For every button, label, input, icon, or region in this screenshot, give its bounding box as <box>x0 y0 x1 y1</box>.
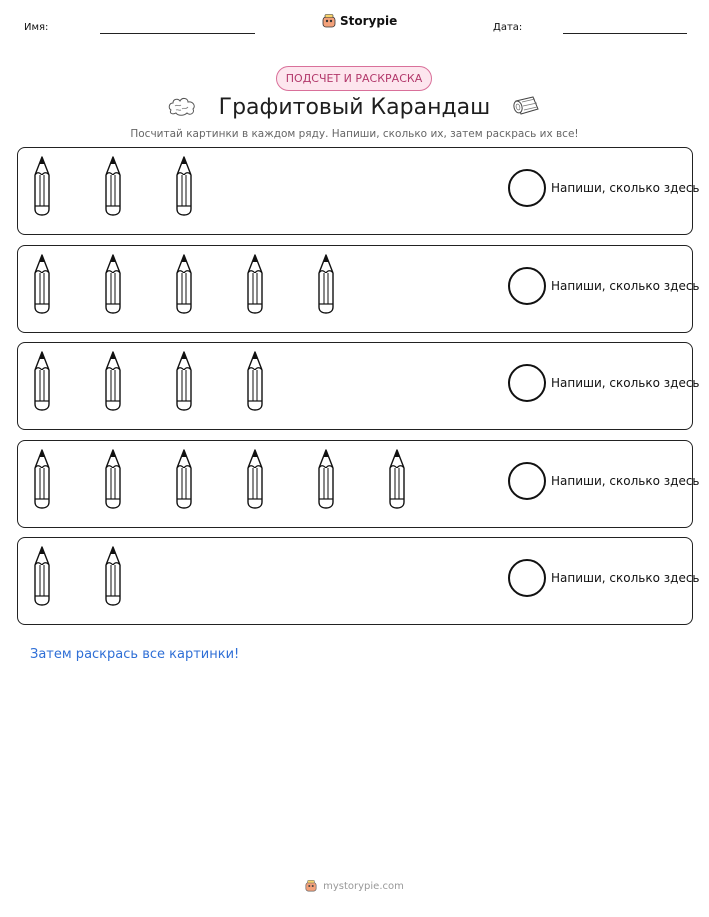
pencil-icon <box>30 545 54 607</box>
pencil-icon <box>101 350 125 412</box>
pencil-icon <box>172 448 196 510</box>
log-icon <box>511 95 541 117</box>
pencil-icon <box>101 545 125 607</box>
answer-circle[interactable] <box>508 364 546 402</box>
pencil-icon <box>314 253 338 315</box>
counting-row-3 <box>17 342 700 430</box>
answer-label: Напиши, сколько здесь <box>551 474 700 488</box>
date-line[interactable] <box>563 33 687 34</box>
answer-circle[interactable] <box>508 169 546 207</box>
counting-row-4 <box>17 440 700 528</box>
date-label: Дата: <box>493 22 523 33</box>
pencil-icon <box>243 253 267 315</box>
answer-label: Напиши, сколько здесь <box>551 181 700 195</box>
brand-logo <box>322 14 397 28</box>
page-footer <box>0 880 709 892</box>
answer-circle[interactable] <box>508 267 546 305</box>
answer-circle[interactable] <box>508 462 546 500</box>
pencil-icon <box>172 155 196 217</box>
pencil-icon <box>314 448 338 510</box>
footer-site: mystorypie.com <box>323 880 404 892</box>
answer-label: Напиши, сколько здесь <box>551 279 700 293</box>
pencil-icon <box>30 350 54 412</box>
pencil-icon <box>30 448 54 510</box>
pencil-icon <box>101 155 125 217</box>
category-badge: ПОДСЧЕТ И РАСКРАСКА <box>276 66 432 91</box>
counting-row-1 <box>17 147 700 235</box>
pencil-icon <box>385 448 409 510</box>
storypie-logo-icon <box>322 14 336 28</box>
instructions: Посчитай картинки в каждом ряду. Напиши, сколько их, затем раскрась их все! <box>130 128 579 140</box>
pencil-icon <box>101 253 125 315</box>
counting-row-5 <box>17 537 700 625</box>
storypie-footer-icon <box>305 880 317 892</box>
brand-name: Storypie <box>340 14 398 28</box>
name-label: Имя: <box>24 22 49 33</box>
answer-label: Напиши, сколько здесь <box>551 376 700 390</box>
counting-row-2 <box>17 245 700 333</box>
page-title: Графитовый Карандаш <box>218 95 491 120</box>
pencil-icon <box>101 448 125 510</box>
pencil-icon <box>243 350 267 412</box>
pencil-icon <box>172 350 196 412</box>
color-instruction: Затем раскрась все картинки! <box>30 647 240 662</box>
pencil-icon <box>30 155 54 217</box>
pencil-icon <box>243 448 267 510</box>
name-line[interactable] <box>100 33 255 34</box>
answer-label: Напиши, сколько здесь <box>551 571 700 585</box>
answer-circle[interactable] <box>508 559 546 597</box>
pencil-icon <box>30 253 54 315</box>
pencil-icon <box>172 253 196 315</box>
